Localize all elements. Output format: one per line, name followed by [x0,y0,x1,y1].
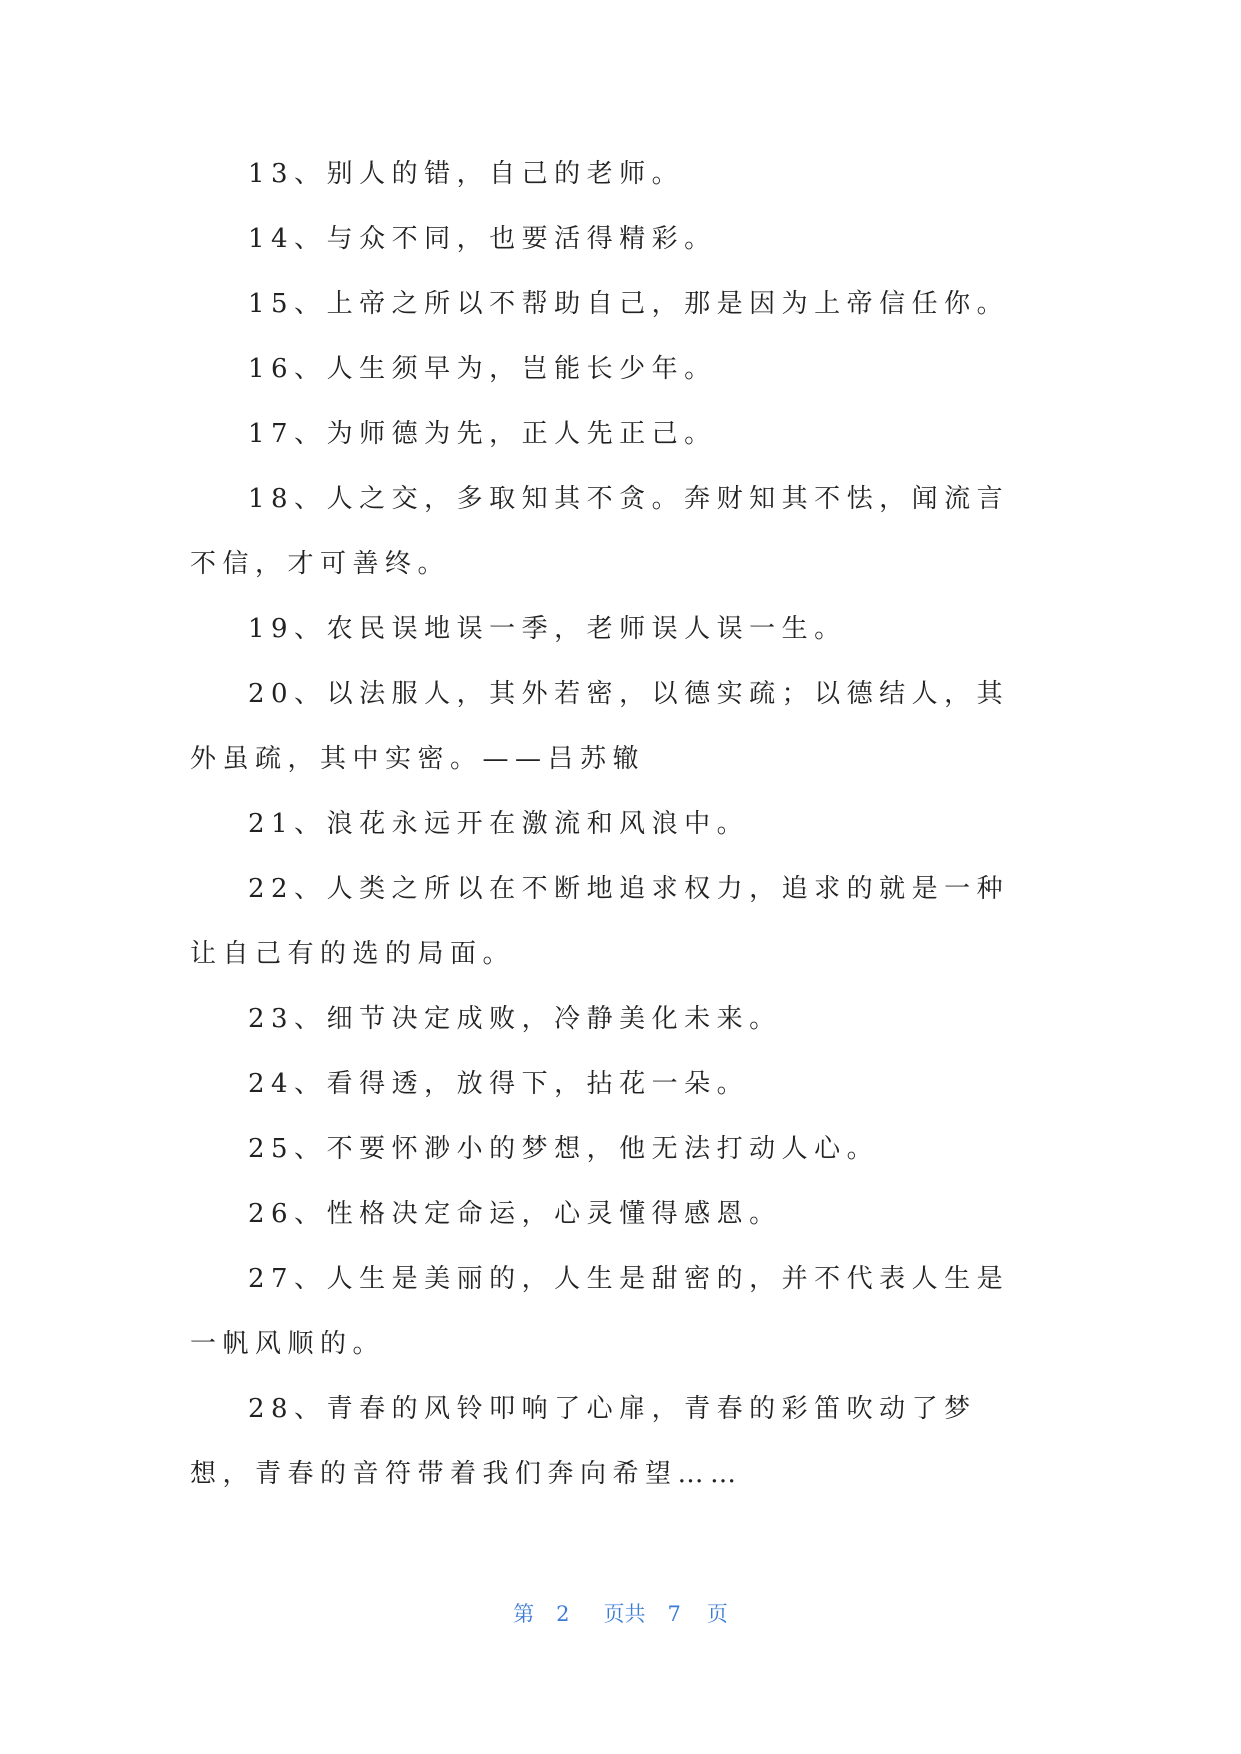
paragraph-19: 19、农民误地误一季，老师误人误一生。 [248,614,847,644]
paragraph-18: 18、人之交，多取知其不贪。奔财知其不怯，闻流言不信，才可善终。 [190,484,1010,579]
footer-total-pages: 7 [667,1602,681,1626]
paragraph-24: 24、看得透，放得下，拈花一朵。 [248,1069,750,1099]
paragraph-15: 15、上帝之所以不帮助自己，那是因为上帝信任你。 [248,289,1010,319]
paragraph-22: 22、人类之所以在不断地追求权力，追求的就是一种让自己有的选的局面。 [190,874,1010,969]
paragraph-13: 13、别人的错，自己的老师。 [248,159,685,189]
paragraph-20: 20、以法服人，其外若密，以德实疏；以德结人，其外虽疏，其中实密。——吕苏辙 [190,679,1010,774]
paragraph-14: 14、与众不同，也要活得精彩。 [248,224,717,254]
paragraph-28: 28、青春的风铃叩响了心扉，青春的彩笛吹动了梦想，青春的音符带着我们奔向希望…… [190,1394,977,1489]
paragraph-21: 21、浪花永远开在激流和风浪中。 [248,809,750,839]
paragraph-25: 25、不要怀渺小的梦想，他无法打动人心。 [248,1134,880,1164]
footer-current-page: 2 [556,1602,570,1626]
paragraph-17: 17、为师德为先，正人先正己。 [248,419,717,449]
paragraph-23: 23、细节决定成败，冷静美化未来。 [248,1004,782,1034]
paragraph-26: 26、性格决定命运，心灵懂得感恩。 [248,1199,782,1229]
paragraph-27: 27、人生是美丽的，人生是甜密的，并不代表人生是一帆风顺的。 [190,1264,1010,1359]
footer-middle: 页共 [603,1602,646,1626]
paragraph-16: 16、人生须早为，岂能长少年。 [248,354,717,384]
document-body [190,142,1041,1507]
page-footer [0,1598,1241,1628]
footer-prefix: 第 [513,1602,535,1626]
footer-suffix: 页 [706,1602,728,1626]
